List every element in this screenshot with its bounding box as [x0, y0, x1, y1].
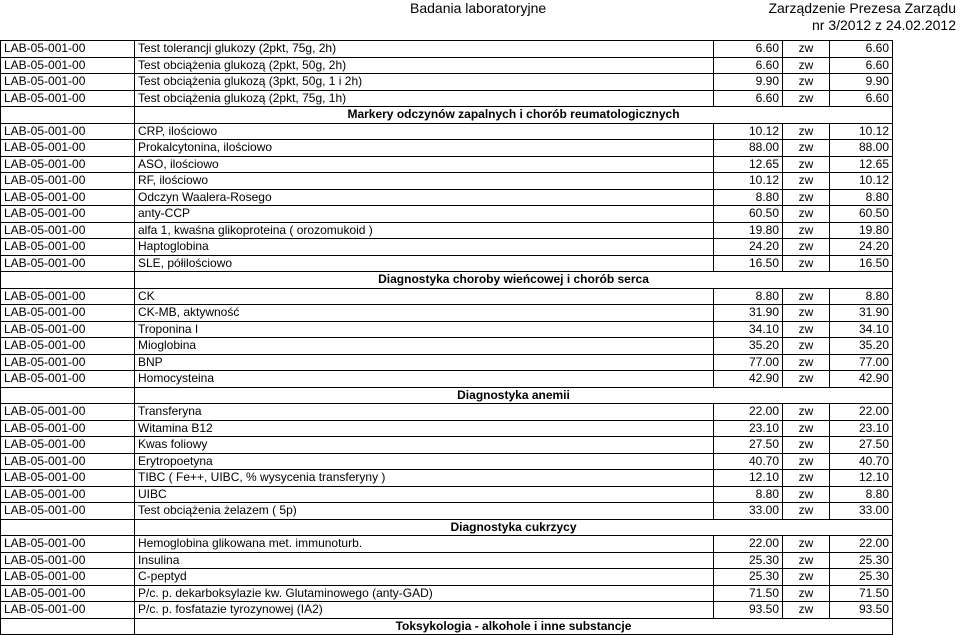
vat-rate: zw — [783, 420, 830, 437]
test-name: SLE, półilościowo — [135, 255, 714, 272]
test-name: Haptoglobina — [135, 239, 714, 256]
vat-rate: zw — [783, 338, 830, 355]
net-price: 40.70 — [714, 453, 783, 470]
test-code: LAB-05-001-00 — [1, 420, 135, 437]
net-price: 6.60 — [714, 90, 783, 107]
table-row — [1, 41, 893, 58]
gross-price: 23.10 — [830, 420, 893, 437]
gross-price: 6.60 — [830, 90, 893, 107]
price-table — [0, 40, 893, 635]
table-row — [1, 173, 893, 190]
test-name: UIBC — [135, 486, 714, 503]
table-row — [1, 156, 893, 173]
net-price: 8.80 — [714, 486, 783, 503]
net-price: 9.90 — [714, 74, 783, 91]
gross-price: 25.30 — [830, 552, 893, 569]
test-code: LAB-05-001-00 — [1, 585, 135, 602]
test-code: LAB-05-001-00 — [1, 189, 135, 206]
vat-rate: zw — [783, 503, 830, 520]
table-row — [1, 552, 893, 569]
net-price: 88.00 — [714, 140, 783, 157]
vat-rate: zw — [783, 437, 830, 454]
test-code: LAB-05-001-00 — [1, 41, 135, 58]
test-code: LAB-05-001-00 — [1, 470, 135, 487]
table-row — [1, 222, 893, 239]
test-name: C-peptyd — [135, 569, 714, 586]
gross-price: 12.10 — [830, 470, 893, 487]
test-name: anty-CCP — [135, 206, 714, 223]
gross-price: 10.12 — [830, 173, 893, 190]
test-code: LAB-05-001-00 — [1, 222, 135, 239]
table-row — [1, 206, 893, 223]
table-row — [1, 470, 893, 487]
net-price: 22.00 — [714, 536, 783, 553]
net-price: 42.90 — [714, 371, 783, 388]
test-code: LAB-05-001-00 — [1, 305, 135, 322]
gross-price: 31.90 — [830, 305, 893, 322]
test-code: LAB-05-001-00 — [1, 156, 135, 173]
section-row — [1, 519, 893, 536]
test-name: Kwas foliowy — [135, 437, 714, 454]
test-name: CK-MB, aktywność — [135, 305, 714, 322]
vat-rate: zw — [783, 206, 830, 223]
gross-price: 22.00 — [830, 536, 893, 553]
net-price: 27.50 — [714, 437, 783, 454]
net-price: 16.50 — [714, 255, 783, 272]
gross-price: 8.80 — [830, 189, 893, 206]
net-price: 10.12 — [714, 173, 783, 190]
gross-price: 6.60 — [830, 41, 893, 58]
test-code: LAB-05-001-00 — [1, 255, 135, 272]
test-name: Mioglobina — [135, 338, 714, 355]
test-name: Test obciążenia żelazem ( 5p) — [135, 503, 714, 520]
net-price: 33.00 — [714, 503, 783, 520]
vat-rate: zw — [783, 288, 830, 305]
test-code: LAB-05-001-00 — [1, 503, 135, 520]
section-spacer — [1, 107, 135, 124]
price-table-body — [1, 41, 893, 635]
vat-rate: zw — [783, 305, 830, 322]
table-row — [1, 255, 893, 272]
vat-rate: zw — [783, 354, 830, 371]
vat-rate: zw — [783, 222, 830, 239]
test-name: CRP, ilościowo — [135, 123, 714, 140]
gross-price: 25.30 — [830, 569, 893, 586]
vat-rate: zw — [783, 189, 830, 206]
net-price: 19.80 — [714, 222, 783, 239]
table-row — [1, 453, 893, 470]
gross-price: 88.00 — [830, 140, 893, 157]
test-code: LAB-05-001-00 — [1, 536, 135, 553]
net-price: 10.12 — [714, 123, 783, 140]
net-price: 8.80 — [714, 288, 783, 305]
table-row — [1, 602, 893, 619]
gross-price: 93.50 — [830, 602, 893, 619]
section-row — [1, 387, 893, 404]
test-name: BNP — [135, 354, 714, 371]
gross-price: 34.10 — [830, 321, 893, 338]
vat-rate: zw — [783, 74, 830, 91]
test-code: LAB-05-001-00 — [1, 437, 135, 454]
gross-price: 8.80 — [830, 486, 893, 503]
test-name: Odczyn Waalera-Rosego — [135, 189, 714, 206]
gross-price: 33.00 — [830, 503, 893, 520]
test-name: Prokalcytonina, ilościowo — [135, 140, 714, 157]
test-code: LAB-05-001-00 — [1, 123, 135, 140]
section-heading: Markery odczynów zapalnych i chorób reumatologicznych — [135, 107, 893, 124]
test-code: LAB-05-001-00 — [1, 354, 135, 371]
vat-rate: zw — [783, 453, 830, 470]
vat-rate: zw — [783, 239, 830, 256]
test-name: P/c. p. fosfatazie tyrozynowej (IA2) — [135, 602, 714, 619]
vat-rate: zw — [783, 404, 830, 421]
test-code: LAB-05-001-00 — [1, 173, 135, 190]
section-heading: Diagnostyka cukrzycy — [135, 519, 893, 536]
vat-rate: zw — [783, 486, 830, 503]
net-price: 8.80 — [714, 189, 783, 206]
table-row — [1, 503, 893, 520]
table-row — [1, 338, 893, 355]
test-code: LAB-05-001-00 — [1, 321, 135, 338]
test-code: LAB-05-001-00 — [1, 206, 135, 223]
test-name: Homocysteina — [135, 371, 714, 388]
gross-price: 12.65 — [830, 156, 893, 173]
net-price: 35.20 — [714, 338, 783, 355]
vat-rate: zw — [783, 552, 830, 569]
regulation-number: nr 3/2012 z 24.02.2012 — [811, 17, 956, 33]
vat-rate: zw — [783, 57, 830, 74]
test-code: LAB-05-001-00 — [1, 90, 135, 107]
test-name: ASO, ilościowo — [135, 156, 714, 173]
gross-price: 24.20 — [830, 239, 893, 256]
vat-rate: zw — [783, 470, 830, 487]
vat-rate: zw — [783, 156, 830, 173]
gross-price: 77.00 — [830, 354, 893, 371]
section-spacer — [1, 519, 135, 536]
test-name: Hemoglobina glikowana met. immunoturb. — [135, 536, 714, 553]
test-code: LAB-05-001-00 — [1, 602, 135, 619]
test-code: LAB-05-001-00 — [1, 239, 135, 256]
test-name: Test obciążenia glukozą (2pkt, 75g, 1h) — [135, 90, 714, 107]
page-title: Badania laboratoryjne — [410, 0, 547, 16]
vat-rate: zw — [783, 569, 830, 586]
section-heading: Diagnostyka choroby wieńcowej i chorób serca — [135, 272, 893, 289]
net-price: 25.30 — [714, 569, 783, 586]
section-row — [1, 107, 893, 124]
table-row — [1, 585, 893, 602]
net-price: 12.65 — [714, 156, 783, 173]
table-row — [1, 536, 893, 553]
gross-price: 22.00 — [830, 404, 893, 421]
gross-price: 60.50 — [830, 206, 893, 223]
gross-price: 40.70 — [830, 453, 893, 470]
gross-price: 9.90 — [830, 74, 893, 91]
test-name: Witamina B12 — [135, 420, 714, 437]
table-row — [1, 354, 893, 371]
section-row — [1, 618, 893, 635]
table-row — [1, 437, 893, 454]
vat-rate: zw — [783, 173, 830, 190]
gross-price: 42.90 — [830, 371, 893, 388]
test-code: LAB-05-001-00 — [1, 288, 135, 305]
section-spacer — [1, 272, 135, 289]
gross-price: 10.12 — [830, 123, 893, 140]
vat-rate: zw — [783, 140, 830, 157]
gross-price: 71.50 — [830, 585, 893, 602]
section-spacer — [1, 387, 135, 404]
table-row — [1, 74, 893, 91]
section-heading: Diagnostyka anemii — [135, 387, 893, 404]
vat-rate: zw — [783, 371, 830, 388]
test-code: LAB-05-001-00 — [1, 371, 135, 388]
test-name: CK — [135, 288, 714, 305]
test-name: Test obciążenia glukozą (3pkt, 50g, 1 i 2h) — [135, 74, 714, 91]
table-row — [1, 305, 893, 322]
header-regulation — [768, 0, 956, 34]
vat-rate: zw — [783, 255, 830, 272]
test-name: alfa 1, kwaśna glikoproteina ( orozomukoid ) — [135, 222, 714, 239]
net-price: 60.50 — [714, 206, 783, 223]
vat-rate: zw — [783, 585, 830, 602]
test-name: P/c. p. dekarboksylazie kw. Glutaminowego (anty-GAD) — [135, 585, 714, 602]
test-code: LAB-05-001-00 — [1, 404, 135, 421]
table-row — [1, 288, 893, 305]
vat-rate: zw — [783, 536, 830, 553]
net-price: 6.60 — [714, 57, 783, 74]
table-row — [1, 569, 893, 586]
net-price: 22.00 — [714, 404, 783, 421]
net-price: 6.60 — [714, 41, 783, 58]
test-code: LAB-05-001-00 — [1, 486, 135, 503]
net-price: 12.10 — [714, 470, 783, 487]
table-row — [1, 486, 893, 503]
net-price: 34.10 — [714, 321, 783, 338]
vat-rate: zw — [783, 321, 830, 338]
test-name: Test obciążenia glukozą (2pkt, 50g, 2h) — [135, 57, 714, 74]
gross-price: 16.50 — [830, 255, 893, 272]
test-code: LAB-05-001-00 — [1, 569, 135, 586]
table-row — [1, 123, 893, 140]
net-price: 93.50 — [714, 602, 783, 619]
net-price: 23.10 — [714, 420, 783, 437]
section-heading: Toksykologia - alkohole i inne substancje — [135, 618, 893, 635]
test-name: Test tolerancji glukozy (2pkt, 75g, 2h) — [135, 41, 714, 58]
table-row — [1, 189, 893, 206]
test-name: Troponina I — [135, 321, 714, 338]
vat-rate: zw — [783, 41, 830, 58]
gross-price: 19.80 — [830, 222, 893, 239]
test-name: RF, ilościowo — [135, 173, 714, 190]
table-row — [1, 239, 893, 256]
table-row — [1, 420, 893, 437]
table-row — [1, 140, 893, 157]
section-spacer — [1, 618, 135, 635]
net-price: 77.00 — [714, 354, 783, 371]
test-code: LAB-05-001-00 — [1, 140, 135, 157]
section-row — [1, 272, 893, 289]
test-code: LAB-05-001-00 — [1, 453, 135, 470]
regulation-title: Zarządzenie Prezesa Zarządu — [768, 0, 956, 16]
table-row — [1, 321, 893, 338]
table-row — [1, 404, 893, 421]
test-name: Transferyna — [135, 404, 714, 421]
test-name: Insulina — [135, 552, 714, 569]
test-name: Erytropoetyna — [135, 453, 714, 470]
net-price: 24.20 — [714, 239, 783, 256]
gross-price: 27.50 — [830, 437, 893, 454]
gross-price: 8.80 — [830, 288, 893, 305]
test-code: LAB-05-001-00 — [1, 57, 135, 74]
vat-rate: zw — [783, 90, 830, 107]
net-price: 31.90 — [714, 305, 783, 322]
test-code: LAB-05-001-00 — [1, 74, 135, 91]
gross-price: 35.20 — [830, 338, 893, 355]
vat-rate: zw — [783, 123, 830, 140]
test-code: LAB-05-001-00 — [1, 552, 135, 569]
gross-price: 6.60 — [830, 57, 893, 74]
net-price: 71.50 — [714, 585, 783, 602]
test-name: TIBC ( Fe++, UIBC, % wysycenia transferyny ) — [135, 470, 714, 487]
test-code: LAB-05-001-00 — [1, 338, 135, 355]
vat-rate: zw — [783, 602, 830, 619]
table-row — [1, 90, 893, 107]
table-row — [1, 57, 893, 74]
table-row — [1, 371, 893, 388]
net-price: 25.30 — [714, 552, 783, 569]
